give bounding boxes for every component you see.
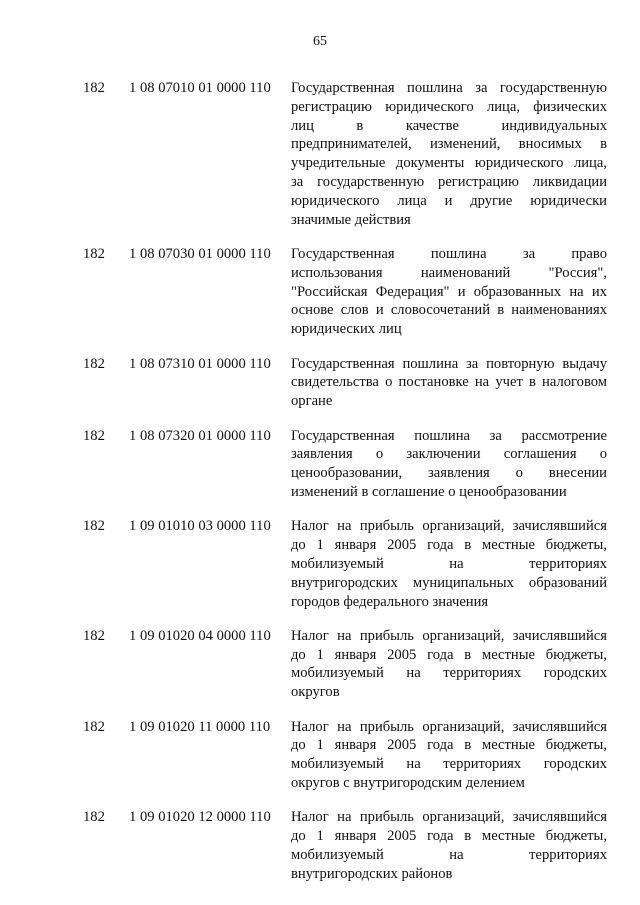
table-row <box>0 718 640 793</box>
budget-classification-code: 1 08 07320 01 0000 110 <box>129 427 271 444</box>
administrator-code: 182 <box>83 718 105 735</box>
administrator-code: 182 <box>83 427 105 444</box>
description-line: округов <box>291 684 340 701</box>
description-line: мобилизуемый на территориях <box>291 847 607 864</box>
description-line: Налог на прибыль организаций, зачислявшийся <box>291 809 607 826</box>
description-line: Государственная пошлина за государственную <box>291 80 607 96</box>
table-row <box>0 627 640 702</box>
description-line: юридического лица и другие юридически <box>291 192 607 209</box>
description-line: значимые действия <box>291 211 411 228</box>
description-line: городов федерального значения <box>291 593 489 610</box>
description-line: до 1 января 2005 года в местные бюджеты, <box>291 646 607 663</box>
description-line: основе слов и словосочетаний в наименованиях <box>291 302 607 319</box>
income-description <box>291 627 607 702</box>
description-line: "Российская Федерация" и образованных на их <box>291 283 607 300</box>
description-line: внутригородских муниципальных образований <box>291 574 607 591</box>
administrator-code: 182 <box>83 627 105 644</box>
income-description <box>291 517 607 611</box>
income-description <box>291 245 607 339</box>
description-line: мобилизуемый на территориях городских <box>291 756 607 773</box>
description-line: до 1 января 2005 года в местные бюджеты, <box>291 537 607 554</box>
budget-classification-code: 1 08 07310 01 0000 110 <box>129 355 271 372</box>
administrator-code: 182 <box>83 355 105 372</box>
description-line: округов с внутригородским делением <box>291 775 525 792</box>
description-line: органе <box>291 393 333 410</box>
table-row <box>0 245 640 339</box>
description-line: Налог на прибыль организаций, зачислявшийся <box>291 518 607 535</box>
income-description <box>291 355 607 411</box>
description-line: ценообразовании, заявления о внесении <box>291 465 607 482</box>
description-line: лиц в качестве индивидуальных <box>291 117 607 134</box>
description-line: до 1 января 2005 года в местные бюджеты, <box>291 737 607 754</box>
table-row <box>0 427 640 502</box>
budget-classification-code: 1 09 01020 04 0000 110 <box>129 627 271 644</box>
description-line: изменений в соглашение о ценообразовании <box>291 483 567 500</box>
description-line: до 1 января 2005 года в местные бюджеты, <box>291 828 607 845</box>
administrator-code: 182 <box>83 245 105 262</box>
table-row <box>0 517 640 611</box>
table-row <box>0 355 640 411</box>
page-number: 65 <box>313 34 327 49</box>
description-line: свидетельства о постановке на учет в налоговом <box>291 374 607 391</box>
description-line: Налог на прибыль организаций, зачислявшийся <box>291 718 607 735</box>
description-line: Налог на прибыль организаций, зачислявшийся <box>291 627 607 644</box>
description-line: за государственную регистрацию ликвидации <box>291 173 607 190</box>
budget-classification-code: 1 09 01010 03 0000 110 <box>129 518 271 535</box>
income-description <box>291 79 607 229</box>
table-row <box>0 79 640 229</box>
budget-classification-code: 1 09 01020 11 0000 110 <box>129 718 271 735</box>
income-description <box>291 427 607 502</box>
description-line: Государственная пошлина за повторную выдачу <box>291 355 607 372</box>
budget-classification-code: 1 09 01020 12 0000 110 <box>129 809 271 826</box>
description-line: использования наименований "Россия", <box>291 264 607 281</box>
income-description <box>291 808 607 883</box>
administrator-code: 182 <box>83 80 105 96</box>
description-line: учредительные документы юридического лица, <box>291 155 607 172</box>
income-code-table <box>0 79 640 899</box>
budget-classification-code: 1 08 07010 01 0000 110 <box>129 80 271 96</box>
description-line: внутригородских районов <box>291 865 453 882</box>
income-description <box>291 718 607 793</box>
description-line: предпринимателей, изменений, вносимых в <box>291 136 607 153</box>
description-line: мобилизуемый на территориях городских <box>291 665 607 682</box>
description-line: Государственная пошлина за право <box>291 245 607 262</box>
budget-classification-code: 1 08 07030 01 0000 110 <box>129 245 271 262</box>
table-row <box>0 808 640 883</box>
administrator-code: 182 <box>83 518 105 535</box>
description-line: регистрацию юридического лица, физических <box>291 98 607 115</box>
description-line: юридических лиц <box>291 321 402 338</box>
administrator-code: 182 <box>83 809 105 826</box>
description-line: мобилизуемый на территориях <box>291 555 607 572</box>
description-line: Государственная пошлина за рассмотрение <box>291 427 607 444</box>
description-line: заявления о заключении соглашения о <box>291 446 607 463</box>
